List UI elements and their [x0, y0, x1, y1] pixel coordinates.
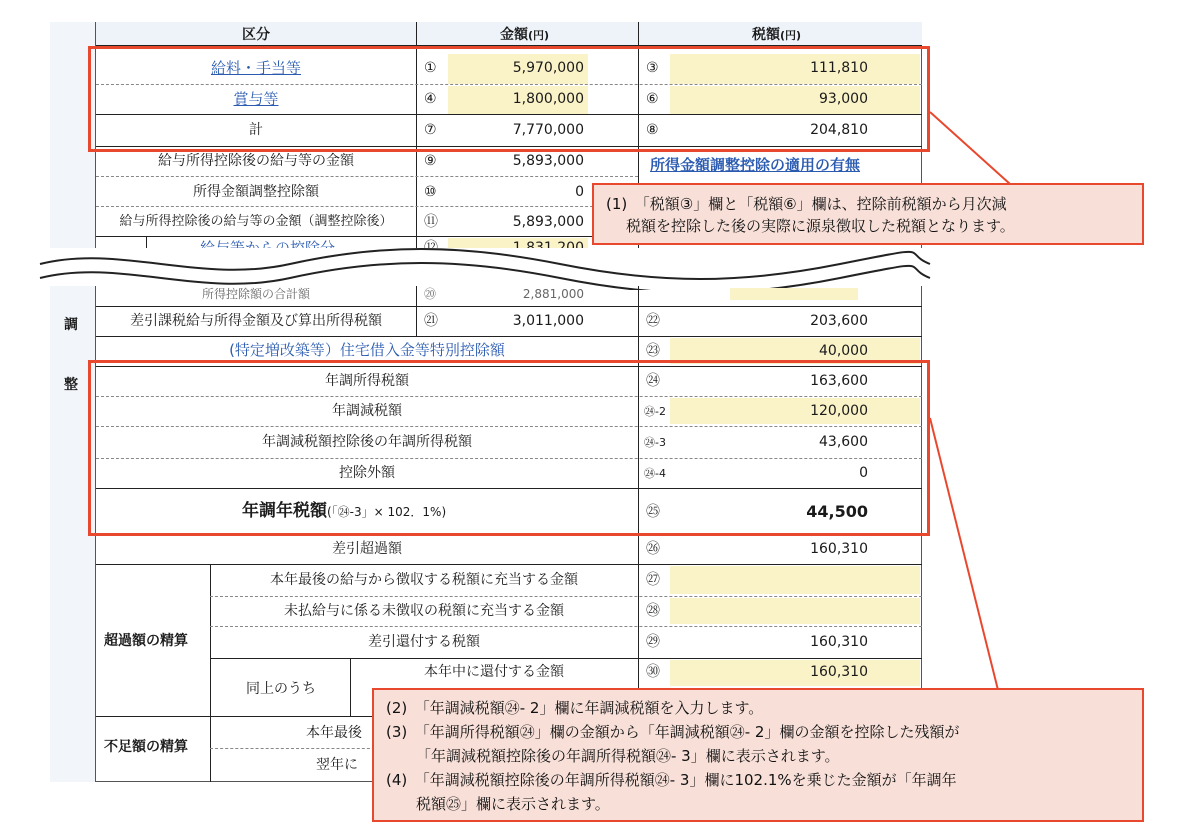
label-r20: 所得控除額の合計額: [201, 287, 310, 301]
value-24-4: 0: [859, 465, 868, 481]
label-choka: 超過額の精算: [104, 633, 188, 649]
value-30: 160,310: [810, 664, 868, 680]
label-fusoku-r1: 本年最後: [306, 725, 362, 741]
label-r11: 給与所得控除後の給与等の金額（調整控除後）: [119, 214, 393, 229]
label-fusoku: 不足額の精算: [104, 739, 188, 755]
callout-1-line-2: 税額を控除した後の実際に源泉徴収した税額となります。: [626, 217, 1015, 235]
num-3: ③: [646, 60, 659, 76]
num-25: ㉕: [646, 504, 660, 520]
link-kyuryo[interactable]: 給料・手当等: [210, 59, 301, 77]
num-10: ⑩: [424, 184, 437, 200]
num-23: ㉓: [646, 343, 660, 359]
label-kei: 計: [249, 122, 263, 138]
value-3: 111,810: [810, 60, 868, 76]
header-kubun: 区分: [242, 27, 270, 43]
value-24: 163,600: [810, 373, 868, 389]
side-label-chou: 調: [64, 317, 78, 333]
label-r24-4: 控除外額: [339, 465, 395, 481]
value-20: 2,881,000: [522, 287, 584, 301]
num-24-4: ㉔-4: [644, 467, 666, 480]
header-kingaku: 金額(円): [500, 27, 550, 43]
value-21: 3,011,000: [512, 313, 584, 329]
num-1: ①: [424, 60, 437, 76]
value-29: 160,310: [810, 634, 868, 650]
num-28: ㉘: [646, 603, 660, 619]
num-7: ⑦: [424, 122, 437, 138]
label-r24-3: 年調減税額控除後の年調所得税額: [262, 434, 472, 450]
num-8: ⑧: [646, 122, 659, 138]
num-22: ㉒: [646, 313, 660, 329]
label-r26: 差引超過額: [332, 541, 402, 557]
link-shoyo[interactable]: 賞与等: [233, 90, 279, 108]
value-7: 7,770,000: [512, 122, 584, 138]
value-23: 40,000: [819, 343, 868, 359]
callout-2-line-3: 「年調減税額控除後の年調所得税額㉔- 3」欄に表示されます。: [416, 747, 840, 765]
value-10: 0: [575, 184, 584, 200]
callout-2-line-2: (3) 「年調所得税額㉔」欄の金額から「年調減税額㉔- 2」欄の金額を控除した残額が: [386, 723, 960, 741]
value-24-2: 120,000: [810, 403, 868, 419]
value-22: 203,600: [810, 313, 868, 329]
num-20: ⑳: [424, 287, 437, 301]
label-r24-2: 年調減税額: [332, 403, 402, 419]
label-r29: 差引還付する税額: [368, 634, 480, 650]
label-r24: 年調所得税額: [325, 373, 409, 389]
value-9: 5,893,000: [512, 153, 584, 169]
callout-2-line-5: 税額㉕」欄に表示されます。: [416, 795, 610, 813]
label-fusoku-r2: 翌年に: [316, 757, 358, 773]
value-6: 93,000: [819, 91, 868, 107]
value-25: 44,500: [806, 502, 868, 521]
num-24: ㉔: [646, 373, 660, 389]
label-r21: 差引課税給与所得金額及び算出所得税額: [130, 313, 382, 329]
num-27: ㉗: [646, 572, 660, 588]
num-6: ⑥: [646, 91, 659, 107]
callout-note-1: [592, 183, 1144, 245]
value-8: 204,810: [810, 122, 868, 138]
num-30: ㉚: [646, 664, 660, 680]
num-26: ㉖: [646, 541, 660, 557]
header-zeigaku: 税額(円): [752, 27, 802, 43]
callout-2-line-1: (2) 「年調減税額㉔- 2」欄に年調減税額を入力します。: [386, 699, 764, 717]
label-r30: 本年中に還付する金額: [424, 664, 564, 680]
value-24-3: 43,600: [819, 434, 868, 450]
num-11: ⑪: [424, 214, 438, 230]
value-11: 5,893,000: [512, 214, 584, 230]
label-r10: 所得金額調整控除額: [193, 184, 319, 200]
num-29: ㉙: [646, 634, 660, 650]
applicability-link[interactable]: 所得金額調整控除の適用の有無: [650, 156, 861, 174]
callout-1-line-1: (1) 「税額③」欄と「税額⑥」欄は、控除前税額から月次減: [606, 195, 1007, 213]
callout-note-2: [372, 688, 1144, 822]
value-26: 160,310: [810, 541, 868, 557]
num-21: ㉑: [424, 313, 438, 329]
callout-2-line-4: (4) 「年調減税額控除後の年調所得税額㉔- 3」欄に102.1%を乗じた金額が「年調年: [386, 771, 957, 789]
side-label-sei: 整: [64, 377, 78, 393]
num-24-3: ㉔-3: [644, 436, 666, 449]
value-1: 5,970,000: [512, 60, 584, 76]
value-4: 1,800,000: [512, 91, 584, 107]
label-r23[interactable]: (特定増改築等）住宅借入金等特別控除額: [229, 341, 505, 359]
num-9: ⑨: [424, 153, 437, 169]
label-r27: 本年最後の給与から徴収する税額に充当する金額: [270, 572, 578, 588]
label-dojo: 同上のうち: [246, 681, 316, 697]
label-r9: 給与所得控除後の給与等の金額: [158, 153, 354, 169]
num-24-2: ㉔-2: [644, 405, 666, 418]
num-4: ④: [424, 91, 437, 107]
label-r28: 未払給与に係る未徴収の税額に充当する金額: [284, 603, 564, 619]
label-r25: 年調年税額(「㉔-3」× 102．1%): [242, 501, 447, 521]
